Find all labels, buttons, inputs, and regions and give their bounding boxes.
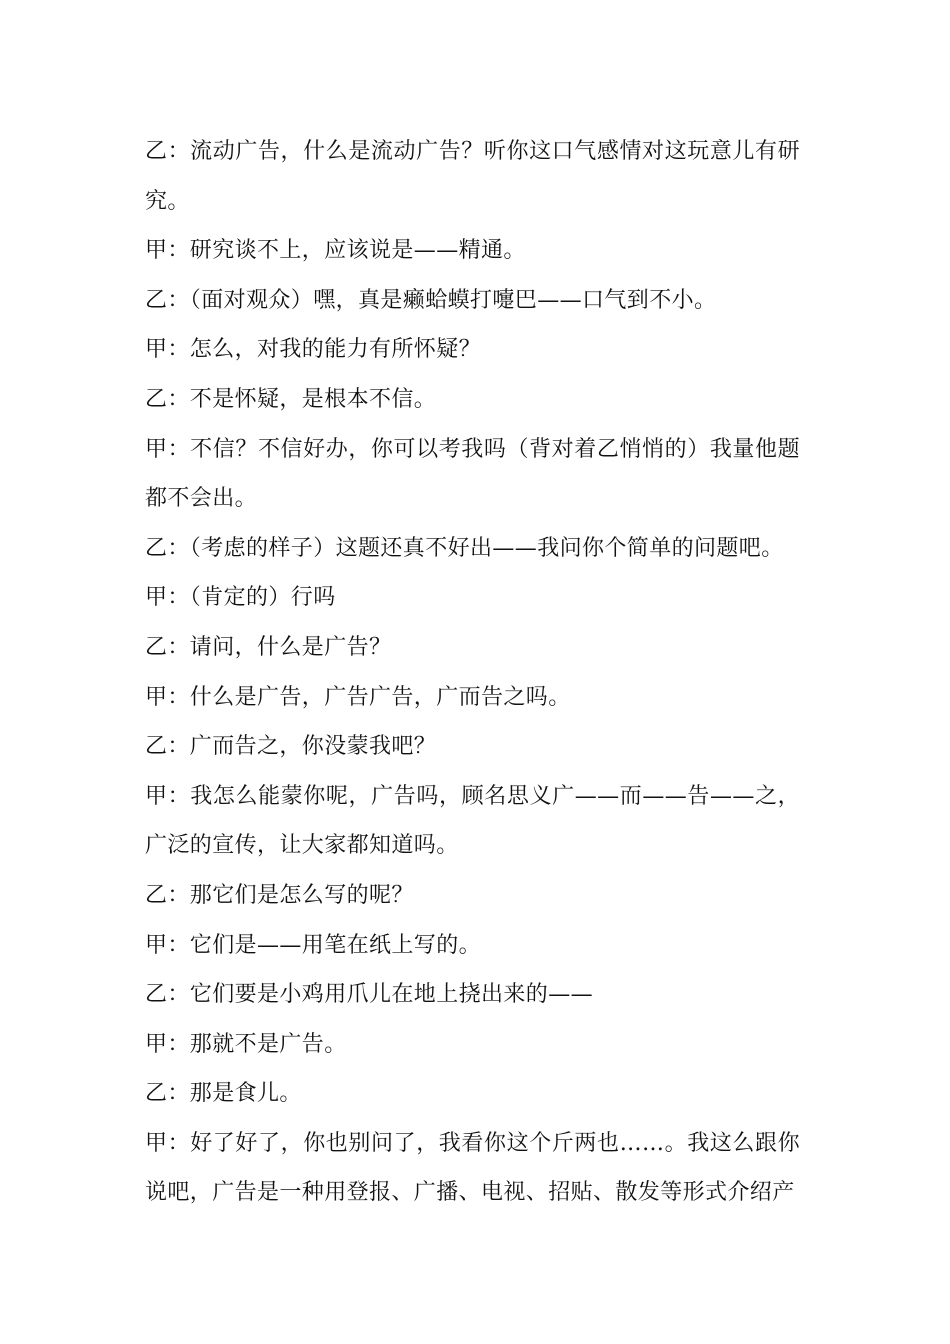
dialogue-line: 乙：（面对观众）嘿，真是癞蛤蟆打嚏巴——口气到不小。 [145, 287, 717, 313]
dialogue-line: 乙：广而告之，你没蒙我吧？ [145, 734, 437, 760]
dialogue-line: 甲：研究谈不上，应该说是——精通。 [145, 238, 526, 264]
dialogue-line: 乙：那是食儿。 [145, 1081, 302, 1107]
dialogue-line: 乙：那它们是怎么写的呢？ [145, 882, 414, 908]
dialogue-line: 甲：不信？不信好办，你可以考我吗（背对着乙悄悄的）我量他题都不会出。 [145, 436, 800, 512]
dialogue-line: 乙：不是怀疑，是根本不信。 [145, 386, 437, 412]
dialogue-line: 甲：它们是——用笔在纸上写的。 [145, 932, 482, 958]
dialogue-line: 乙：它们要是小鸡用爪儿在地上挠出来的—— [145, 982, 594, 1008]
dialogue-line: 甲：好了好了，你也别问了，我看你这个斤两也……。我这么跟你说吧，广告是一种用登报、广播、电视、招贴、散发等形式介绍产 [145, 1130, 800, 1206]
dialogue-line: 甲：什么是广告，广告广告，广而告之吗。 [145, 684, 571, 710]
dialogue-line: 甲：怎么，对我的能力有所怀疑？ [145, 337, 482, 363]
dialogue-line: 乙：流动广告，什么是流动广告？听你这口气感情对这玩意儿有研究。 [145, 139, 800, 214]
dialogue-line: 甲：（肯定的）行吗 [145, 585, 336, 611]
dialogue-line: 乙：（考虑的样子）这题还真不好出——我问你个简单的问题吧。 [145, 535, 784, 561]
dialogue-line: 乙：请问，什么是广告？ [145, 634, 392, 660]
dialogue-line: 甲：那就不是广告。 [145, 1031, 347, 1057]
dialogue-line: 甲：我怎么能蒙你呢，广告吗，顾名思义广——而——告——之，广泛的宣传，让大家都知道吗。 [145, 783, 800, 859]
dialogue-body [145, 127, 800, 1218]
